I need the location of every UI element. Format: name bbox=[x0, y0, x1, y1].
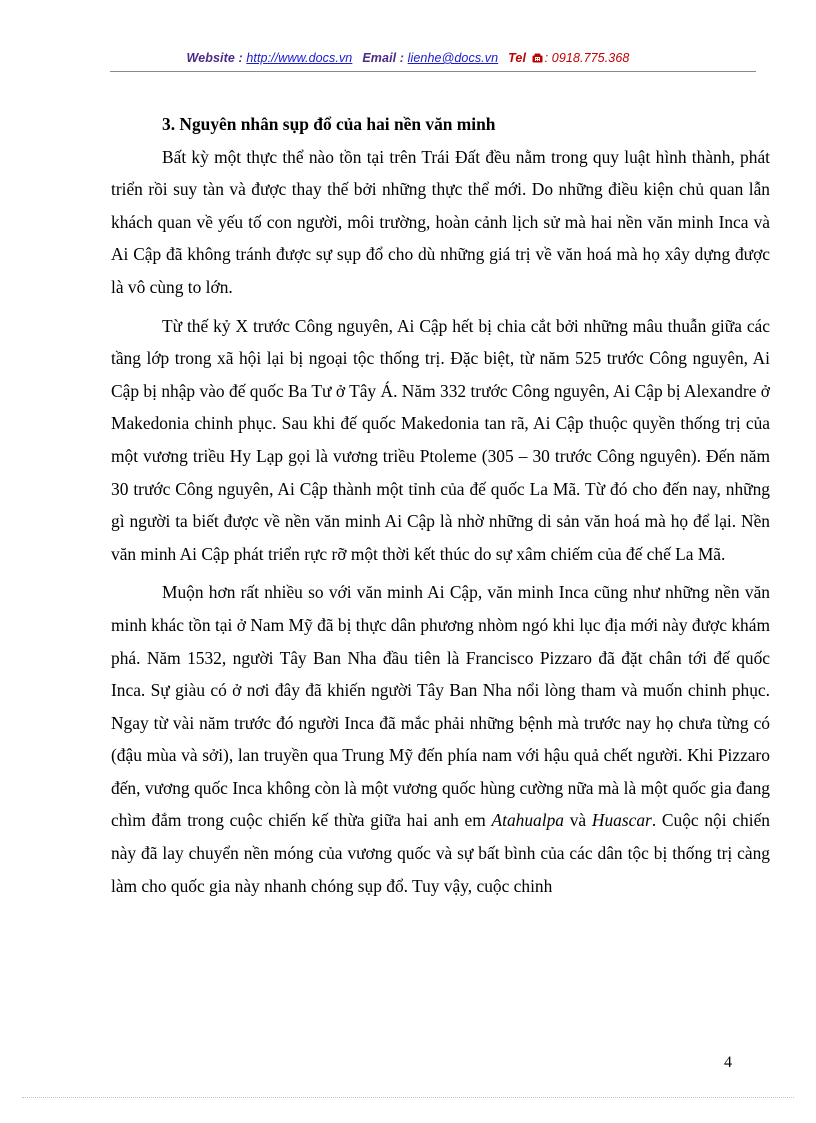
name-huascar: Huascar bbox=[591, 810, 652, 831]
section-body bbox=[111, 108, 770, 902]
paragraph-3-part-2: . Cuộc nội chiến này đã lay chuyển nền móng của vương quốc và sự bất bình của các dân tộc bị thống trị càng làm cho quốc gia này nhanh chóng sụp đổ. Tuy vậy, cuộc chinh bbox=[111, 810, 770, 896]
name-atahualpa: Atahualpa bbox=[491, 810, 564, 831]
paragraph-1: Bất kỳ một thực thể nào tồn tại trên Trái Đất đều nằm trong quy luật hình thành, phát triển rồi suy tàn và được thay thế bởi những thực thể mới. Do những điều kiện chủ quan lẫn khách quan về yếu tố con người, môi trường, hoàn cảnh lịch sử mà hai nền văn minh Inca và Ai Cập đã không tránh được sự sụp đổ cho dù những giá trị về văn hoá mà họ xây dựng được là vô cùng to lớn. bbox=[111, 146, 770, 297]
website-label: Website : bbox=[186, 51, 247, 65]
email-label: Email : bbox=[362, 51, 408, 65]
website-link[interactable]: http://www.docs.vn bbox=[246, 51, 353, 65]
tel-label: Tel bbox=[508, 51, 530, 65]
phone-icon bbox=[532, 52, 543, 62]
paragraph-3-part-1: Muộn hơn rất nhiều so với văn minh Ai Cập, văn minh Inca cũng như những nền văn minh khác tồn tại ở Nam Mỹ đã bị thực dân phương nhòm ngó khi lục địa mới này được khám phá. Năm 1532, người Tây Ban Nha đầu tiên là Francisco Pizzaro đã đặt chân tới đế quốc Inca. Sự giàu có ở nơi đây đã khiến người Tây Ban Nha nổi lòng tham và muốn chinh phục. Ngay từ vài năm trước đó người Inca đã mắc phải những bệnh mà trước nay họ chưa từng có (đậu mùa và sởi), lan truyền qua Trung Mỹ đến phía nam với hậu quả chết người. Khi Pizzaro đến, vương quốc Inca không còn là một vương quốc hùng cường nữa mà là một quốc gia đang chìm đắm trong cuộc chiến kế thừa giữa hai anh em bbox=[111, 582, 770, 831]
tel-number: : 0918.775.368 bbox=[544, 51, 630, 65]
header-divider bbox=[110, 71, 756, 72]
paragraph-3-conjunction: và bbox=[563, 810, 592, 831]
page-header bbox=[0, 51, 816, 65]
section-heading: 3. Nguyên nhân sụp đổ của hai nền văn minh bbox=[162, 114, 496, 134]
paragraph-2: Từ thế kỷ X trước Công nguyên, Ai Cập hết bị chia cắt bởi những mâu thuẫn giữa các tầng lớp trong xã hội lại bị ngoại tộc thống trị. Đặc biệt, từ năm 525 trước Công nguyên, Ai Cập bị nhập vào đế quốc Ba Tư ở Tây Á. Năm 332 trước Công nguyên, Ai Cập bị Alexandre ở Makedonia chinh phục. Sau khi đế quốc Makedonia tan rã, Ai Cập thuộc quyền thống trị của một vương triều Hy Lạp gọi là vương triều Ptoleme (305 – 30 trước Công nguyên). Đến năm 30 trước Công nguyên, Ai Cập thành một tỉnh của đế quốc La Mã. Từ đó cho đến nay, những gì người ta biết được về nền văn minh Ai Cập là nhờ những di sản văn hoá mà họ để lại. Nền văn minh Ai Cập phát triển rực rỡ một thời kết thúc do sự xâm chiếm của đế chế La Mã. bbox=[111, 315, 770, 564]
page-bottom-border bbox=[22, 1097, 794, 1098]
paragraph-3 bbox=[111, 576, 770, 902]
email-link[interactable]: lienhe@docs.vn bbox=[407, 51, 499, 65]
page-number: 4 bbox=[724, 1054, 732, 1071]
